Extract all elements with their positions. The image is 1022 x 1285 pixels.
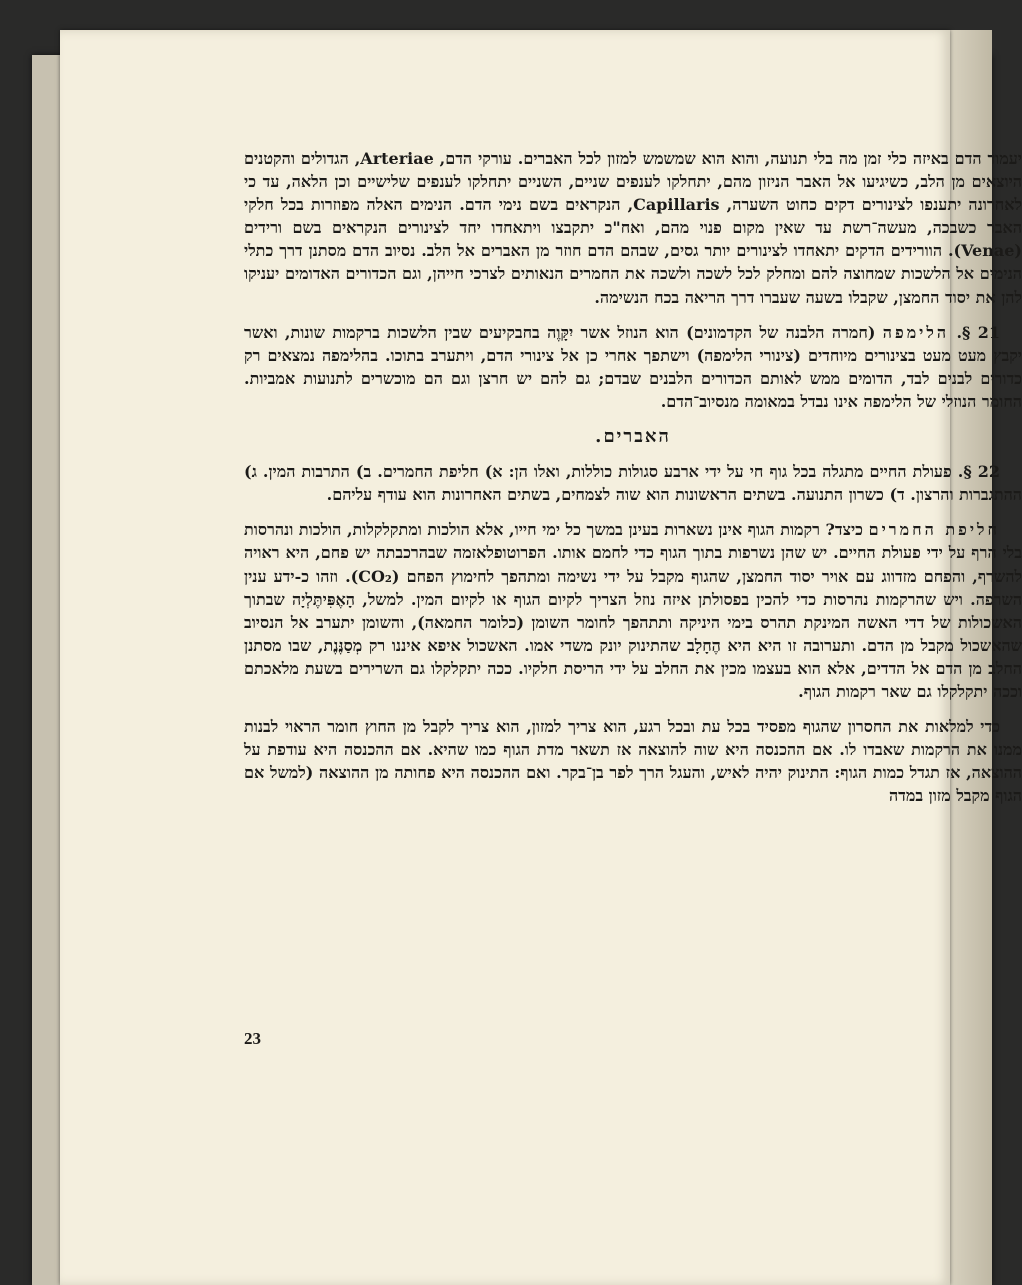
term-metabolism: חליפת החמרים — [868, 520, 1001, 540]
paragraph-life-functions — [244, 460, 1022, 506]
paragraph-life-functions-body: פעולת החיים מתגלה בכל גוף חי על ידי ארבע סגולות כוללות, ואלו הן: א) חליפת החמרים. ב) התרבות המין. ג) ההתגברות והרצון. ד) כשרון התנועה. בשתים הראשונות הוא שוה לצמחים, בשתים האחרונות הוא עודף עליהם. — [244, 462, 1022, 505]
paragraph-blood-vessels: יעמוד הדם באיזה כלי זמן מה בלי תנועה, והוא הוא שמשמש למזון לכל האברים. עורקי הדם, Arteriae, הגדולים והקטנים היוצאים מן הלב, כשיגיעו אל האבר הניזון מהם, יתחלקו לענפים שניים, השניים יתחלקו לענפים שלישיים וכן הלאה, עד כי לאחרונה יתענפו לצינורים דקים כחוט השערה, Capillaris, הנקראים בשם נימי הדם. הנימים האלה מפוזרות בכל חלקי האבר כשבכה, מעשה־רשת עד שאין מקום פנוי מהם, ואח"כ יתקבצו ויתאחדו יחד לצינורים הנקראים בשם ורידים (Venae). הוורידים הדקים יתאחדו לצינורים יותר גסים, שבהם הדם חוזר מן האברים אל הלב. נסיוב הדם מסתנן דרך כתלי הנימים אל הלשכות שמחוצה להם ומחלק לכל לשכה ולשכה את החמרים הנאותים לצרכי חייהן, וגם הכדורים האדומים יעניקו להן את יסוד החמצן, שקבלו בשעה שעברו דרך הריאה בכח הנשימה. — [244, 149, 1022, 307]
paragraph-lymph-body: (חמרה הלבנה של הקדמונים) הוא הנוזל אשר יִקָּוֶה בחבקיעים שבין הלשכות ברקמות שונות, ואשר יקבץ מעט מעט בצינורים מיוחדים (צינורי הלימפה) וישתפך אחרי כן אל צינורי הדם, ויתערב בתוכו. בהלימפה נמצאים רק כדורים לבנים לבד, הדומים ממש לאותם הכדורים הלבנים שבדם; גם להם יש חרצן וגם הם מוכשרים לתנועות אמביות. החומר הנוזלי של הלימפה אינו נבדל במאומה מנסיוב־הדם. — [244, 322, 1022, 411]
paragraph-metabolism-body: כיצד? רקמות הגוף אינן נשארות בעינן במשך כל ימי חייו, אלא הולכות ומתקלקלות, הולכות ונהרסות בלי הרף על ידי פעולת החיים. יש שהן נשרפות בתוך הגוף כדי לחמם אותו. הפרוטופלאזמה שבהרכבתה יש פחם, היא ראויה להשרף, והפחם מזדווג עם אויר יסוד החמצן, שהגוף מקבל על ידי נשימה ומתהפך לחימוץ הפחם (CO₂). וזהו כ-ידע ענין השרפה. ויש שהרקמות נהרסות כדי להכין בפסולתן איזה נוזל הצריך לקיום הגוף או לקיום המין. למשל, הָאֶפִּיתֶּלְיָה שבתוך האשכולות של דדי האשה המינקת תהרס בימי היניקה ותתהפך לחומר השומן (כלומר החמאה), והשומן יתערב אל הנסיוב שהאשכול מקבל מן הדם. ותערובה זו היא היא הֶחָלָב שהתינוק יונק משדי אמו. האשכול איפא איננו רק מְסַנֶּנֶת, שבו מסתנן החלב מן הדם אל הדדים, אלא הוא בעצמו מכין את החלב על ידי הריסת חלקיו. ככה יתקלקלו גם השרירים בשעת מלאכתם וככה יתקלקלו גם שאר רקמות הגוף. — [244, 520, 1022, 701]
paragraph-metabolism — [244, 518, 1022, 703]
term-lymph: הלימפה — [882, 322, 950, 342]
page-number: 23 — [244, 1029, 261, 1048]
page-text — [244, 147, 1022, 819]
section-number-22: 22 §. — [957, 462, 1001, 482]
section-number-21: 21 §. — [956, 322, 1001, 342]
section-heading: האברים. — [595, 426, 671, 448]
paragraph-nutrition: כדי למלאות את החסרון שהגוף מפסיד בכל עת ובכל רגע, הוא צריך למזון, הוא צריך לקבל מן החוץ חומר הראוי לבנות ממנו את הרקמות שאבדו לו. אם ההכנסה היא שוה להוצאה אז תשאר מדת הגוף כמו שהיא. אם ההכנסה היא עודפת על ההוצאה, אז תגדל כמות הגוף: התינוק יהיה לאיש, והעגל הרך לפר בן־בקר. ואם ההכנסה היא פחותה מן ההוצאה (למשל אם הגוף מקבל מזון במדה — [244, 717, 1022, 806]
paragraph-lymph — [244, 321, 1022, 413]
